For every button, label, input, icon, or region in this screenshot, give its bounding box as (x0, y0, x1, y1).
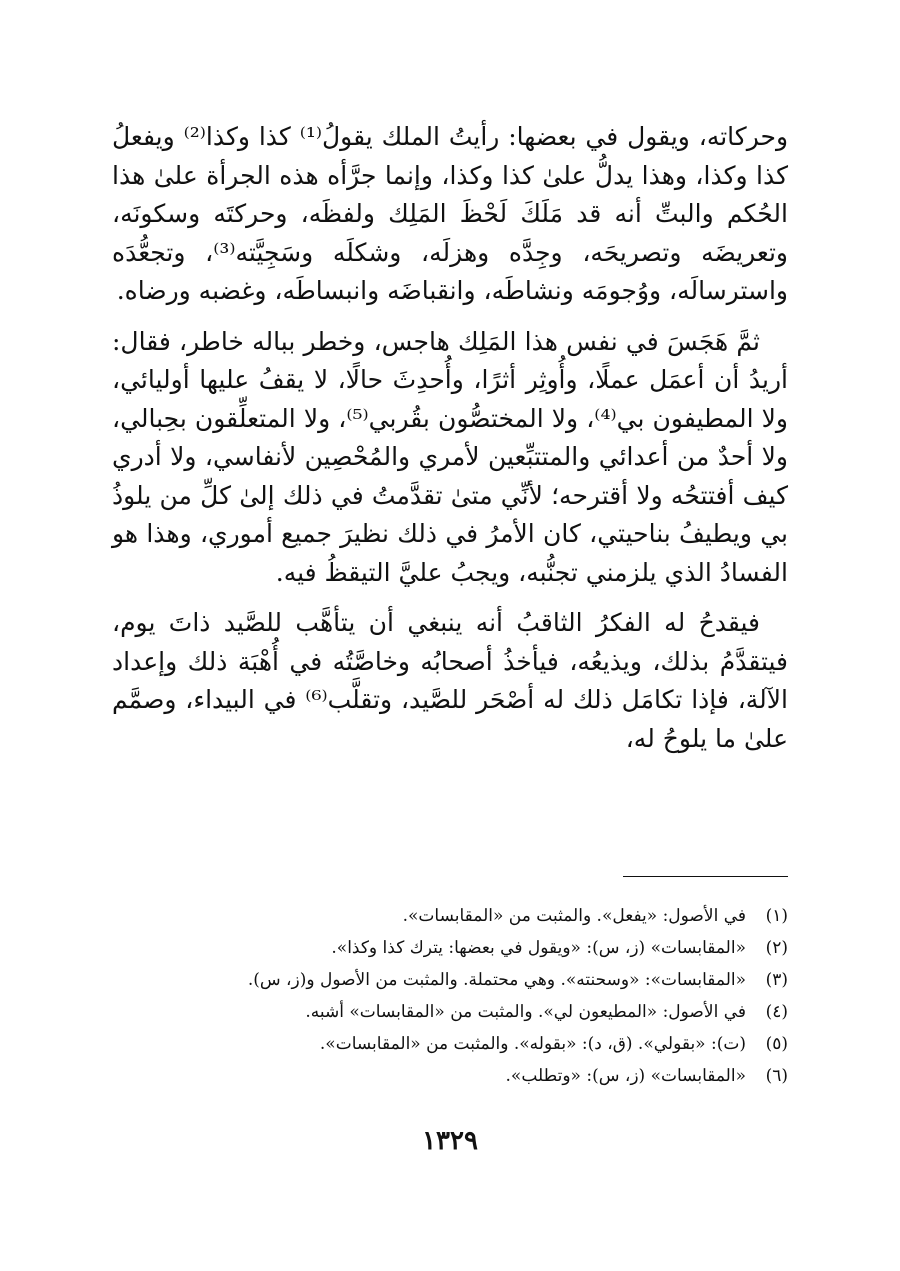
footnote-number: (٥) (765, 1034, 788, 1054)
book-page (112, 118, 789, 1086)
footnote-number: (٢) (765, 938, 788, 958)
footnote-text: في الأصول: «المطيعون لي». والمثبت من «المقابسات» أشبه. (305, 1002, 746, 1022)
paragraph: وحركاته، ويقول في بعضها: رأيتُ الملك يقولُ⁽¹⁾ كذا وكذا⁽²⁾ ويفعلُ كذا وكذا، وهذا يدلُّ علىٰ كذا وكذا، وإنما جرَّأه هذه الجرأة علىٰ هذا الحُكم والبتِّ أنه قد مَلَكَ لَحْظَ المَلِك ولفظَه، وحركتَه وسكونَه، وتعريضَه وتصريحَه، وجِدَّه وهزلَه، وشكلَه وسَجِيَّته⁽³⁾، وتجعُّدَه واسترسالَه، ووُجومَه ونشاطَه، وانقباضَه وانبساطَه، وغضبه ورضاه. (112, 122, 789, 305)
footnote-text: (ت): «بقولي». (ق، د): «بقوله». والمثبت من «المقابسات». (319, 1034, 746, 1054)
footnote-number: (٦) (765, 1066, 788, 1086)
paragraph: فيقدحُ له الفكرُ الثاقبُ أنه ينبغي أن يتأهَّب للصَّيد ذاتَ يوم، فيتقدَّمُ بذلك، ويذيعُه، فيأخذُ أصحابُه وخاصَّتُه في أُهْبَة ذلك وإعداد الآلة، فإذا تكامَل ذلك له أصْحَر للصَّيد، وتقلَّب⁽⁶⁾ في البيداء، وصمَّم علىٰ ما يلوحُ له، (112, 608, 788, 753)
footnote (112, 932, 788, 964)
footnote-text: «المقابسات» (ز، س): «وتطلب». (505, 1066, 746, 1086)
footnote-number: (٤) (765, 1002, 788, 1022)
footnote (112, 1028, 788, 1060)
footnote-separator (623, 876, 788, 877)
footnote (112, 900, 788, 932)
footnote (112, 1060, 788, 1092)
footnote (112, 996, 788, 1028)
footnote-text: «المقابسات»: «وسحنته». وهي محتملة. والمثبت من الأصول و(ز، س). (247, 970, 746, 990)
main-text (112, 118, 788, 758)
footnotes (112, 900, 788, 1092)
paragraph: ثمَّ هَجَسَ في نفس هذا المَلِك هاجس، وخطر بباله خاطر، فقال: أريدُ أن أعمَل عملًا، وأُوثِر أثرًا، وأُحدِثَ حالًا، لا يقفُ عليها أوليائي، ولا المطيفون بي⁽⁴⁾، ولا المختصُّون بقُربي⁽⁵⁾، ولا المتعلِّقون بحِبالي، ولا أحدٌ من أعدائي والمتتبِّعين لأمري والمُحْصِين لأنفاسي، ولا أدري كيف أفتتحُه ولا أقترحه؛ لأنِّي متىٰ تقدَّمتُ في ذلك إلىٰ كلِّ من يلوذُ بي ويطيفُ بناحيتي، كان الأمرُ في ذلك نظيرَ جميع أموري، وهذا هو الفسادُ الذي يلزمني تجنُّبه، ويجبُ عليَّ التيقظُ فيه. (112, 326, 788, 587)
footnote-number: (٣) (765, 970, 788, 990)
footnote-text: «المقابسات» (ز، س): «ويقول في بعضها: يترك كذا وكذا». (331, 938, 746, 958)
footnote-text: في الأصول: «يفعل». والمثبت من «المقابسات». (402, 906, 746, 926)
footnote (112, 964, 788, 996)
page-number: ١٣٢٩ (422, 1126, 478, 1156)
footnote-number: (١) (765, 906, 788, 926)
